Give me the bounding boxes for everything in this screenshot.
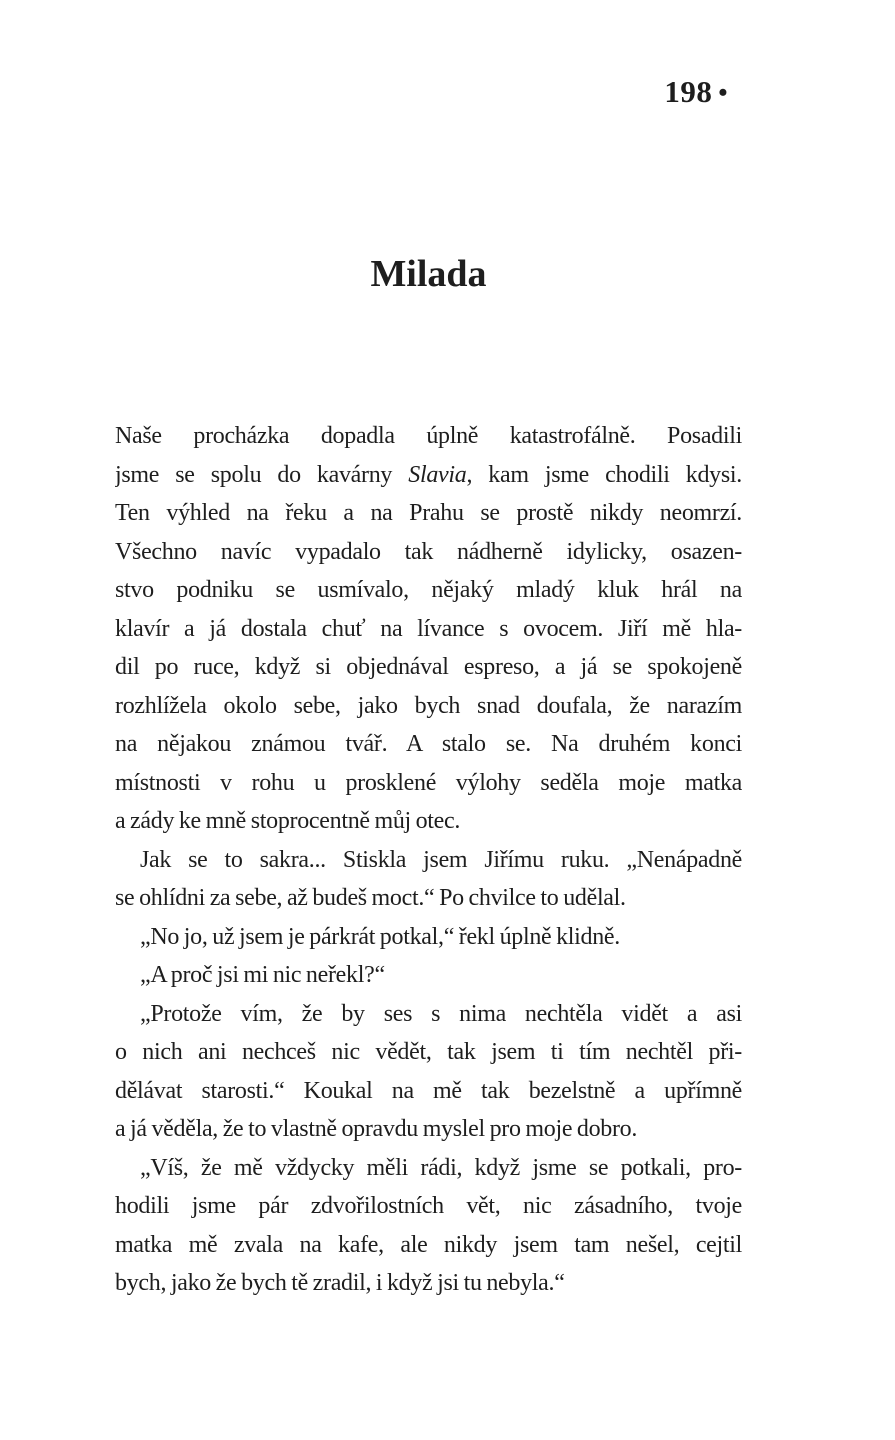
text-line	[115, 918, 742, 957]
text-line	[115, 456, 742, 495]
text-segment: matka mě zvala na kafe, ale nikdy jsem tam nešel, cejtil	[115, 1231, 742, 1258]
text-line	[115, 879, 742, 918]
text-segment: Ten výhled na řeku a na Prahu se prostě nikdy neomrzí.	[115, 500, 742, 526]
text-segment: rozhlížela okolo sebe, jako bych snad doufala, že narazím	[115, 692, 742, 719]
page-number	[664, 76, 728, 107]
text-line	[115, 1072, 742, 1111]
text-line	[115, 956, 742, 995]
text-segment: klavír a já dostala chuť na lívance s ovocem. Jiří mě hla-	[115, 615, 742, 642]
text-line	[115, 1033, 742, 1072]
text-line	[115, 764, 742, 803]
text-segment: se ohlídni za sebe, až budeš moct.“ Po chvilce to udělal.	[115, 885, 626, 911]
text-line	[115, 802, 742, 841]
text-segment: místnosti v rohu u prosklené výlohy seděla moje matka	[115, 769, 742, 796]
text-line	[115, 417, 742, 456]
text-segment: bych, jako že bych tě zradil, i když jsi tu nebyla.“	[115, 1270, 565, 1296]
body-text	[115, 417, 742, 1303]
text-segment: „Víš, že mě vždycky měli rádi, když jsme se potkali, pro-	[140, 1154, 742, 1181]
chapter-title: Milada	[370, 253, 487, 295]
page-number-bullet: •	[718, 78, 728, 107]
text-line	[115, 1187, 742, 1226]
text-segment: dil po ruce, když si objednával espreso, a já se spokojeně	[115, 654, 742, 680]
text-line	[115, 571, 742, 610]
text-segment: dělávat starosti.“ Koukal na mě tak bezelstně a upřímně	[115, 1077, 742, 1104]
text-line	[115, 841, 742, 880]
text-line	[115, 1110, 742, 1149]
text-segment: jsme se spolu do kavárny	[115, 461, 409, 488]
text-segment: o nich ani nechceš nic vědět, tak jsem ti tím nechtěl při-	[115, 1039, 742, 1065]
text-segment: hodili jsme pár zdvořilostních vět, nic zásadního, tvoje	[115, 1193, 742, 1219]
text-line	[115, 1149, 742, 1188]
text-segment: Jak se to sakra... Stiskla jsem Jiřímu ruku. „Nenápadně	[140, 846, 742, 873]
text-line	[115, 610, 742, 649]
text-line	[115, 494, 742, 533]
italic-text-segment: Slavia	[408, 461, 467, 488]
text-segment: Všechno navíc vypadalo tak nádherně idylicky, osazen-	[115, 538, 742, 565]
text-line	[115, 725, 742, 764]
text-segment: na nějakou známou tvář. A stalo se. Na druhém konci	[115, 731, 742, 757]
text-segment: stvo podniku se usmívalo, nějaký mladý kluk hrál na	[115, 577, 742, 603]
text-line	[115, 995, 742, 1034]
text-segment: Naše procházka dopadla úplně katastrofálně. Posadili	[115, 423, 742, 449]
text-line	[115, 1226, 742, 1265]
page-number-value: 198	[664, 74, 713, 109]
text-line	[115, 687, 742, 726]
text-segment: , kam jsme chodili kdysi.	[466, 461, 742, 488]
text-segment: a zády ke mně stoprocentně můj otec.	[115, 808, 461, 834]
text-line	[115, 533, 742, 572]
text-line	[115, 1264, 742, 1303]
text-line	[115, 648, 742, 687]
text-segment: „Protože vím, že by ses s nima nechtěla vidět a asi	[140, 1000, 742, 1027]
text-segment: „No jo, už jsem je párkrát potkal,“ řekl úplně klidně.	[140, 923, 620, 950]
text-segment: „A proč jsi mi nic neřekl?“	[140, 962, 385, 988]
text-segment: a já věděla, že to vlastně opravdu myslel pro moje dobro.	[115, 1116, 638, 1142]
